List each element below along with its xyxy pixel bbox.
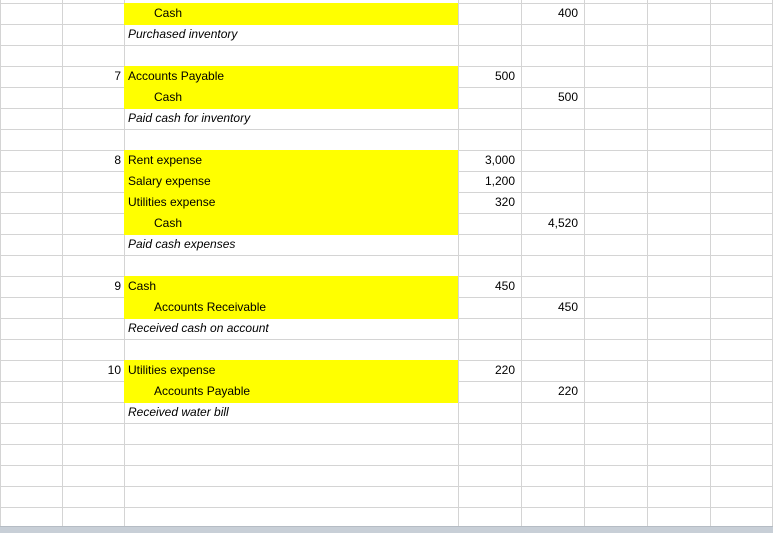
account-name-cell[interactable]: Cash <box>128 279 157 293</box>
debit-amount-cell[interactable]: 220 <box>494 363 515 377</box>
grid-line-horizontal <box>0 465 773 466</box>
credit-amount-cell[interactable]: 400 <box>557 6 578 20</box>
grid-line-horizontal <box>0 255 773 256</box>
account-name-cell[interactable]: Salary expense <box>128 174 211 188</box>
journal-description-cell[interactable]: Purchased inventory <box>128 27 238 41</box>
horizontal-scrollbar[interactable] <box>0 526 773 533</box>
entry-number-cell[interactable]: 9 <box>114 279 121 293</box>
credit-amount-cell[interactable]: 500 <box>557 90 578 104</box>
account-name-cell[interactable]: Cash <box>154 216 183 230</box>
journal-description-cell[interactable]: Received cash on account <box>128 321 269 335</box>
debit-amount-cell[interactable]: 500 <box>494 69 515 83</box>
journal-description-cell[interactable]: Paid cash expenses <box>128 237 236 251</box>
grid-line-horizontal <box>0 339 773 340</box>
account-name-cell[interactable]: Rent expense <box>128 153 203 167</box>
journal-description-cell[interactable]: Received water bill <box>128 405 229 419</box>
account-name-cell[interactable]: Accounts Payable <box>154 384 251 398</box>
grid-line-vertical <box>0 0 1 526</box>
grid-line-horizontal <box>0 486 773 487</box>
grid-line-vertical <box>647 0 648 526</box>
grid-line-vertical <box>584 0 585 526</box>
grid-line-horizontal <box>0 507 773 508</box>
grid-line-vertical <box>710 0 711 526</box>
entry-number-cell[interactable]: 8 <box>114 153 121 167</box>
grid-line-vertical <box>521 0 522 526</box>
account-name-cell[interactable]: Utilities expense <box>128 363 216 377</box>
journal-description-cell[interactable]: Paid cash for inventory <box>128 111 251 125</box>
entry-number-cell[interactable]: 7 <box>114 69 121 83</box>
credit-amount-cell[interactable]: 450 <box>557 300 578 314</box>
debit-amount-cell[interactable]: 1,200 <box>484 174 515 188</box>
account-name-cell[interactable]: Cash <box>154 90 183 104</box>
debit-amount-cell[interactable]: 3,000 <box>484 153 515 167</box>
account-name-cell[interactable]: Cash <box>154 6 183 20</box>
debit-amount-cell[interactable]: 450 <box>494 279 515 293</box>
account-name-cell[interactable]: Accounts Payable <box>128 69 225 83</box>
grid-line-horizontal <box>0 129 773 130</box>
credit-amount-cell[interactable]: 220 <box>557 384 578 398</box>
grid-line-horizontal <box>0 423 773 424</box>
account-name-cell[interactable]: Accounts Receivable <box>154 300 267 314</box>
entry-number-cell[interactable]: 10 <box>107 363 121 377</box>
credit-amount-cell[interactable]: 4,520 <box>547 216 578 230</box>
grid-line-horizontal <box>0 45 773 46</box>
account-name-cell[interactable]: Utilities expense <box>128 195 216 209</box>
grid-line-horizontal <box>0 444 773 445</box>
debit-amount-cell[interactable]: 320 <box>494 195 515 209</box>
